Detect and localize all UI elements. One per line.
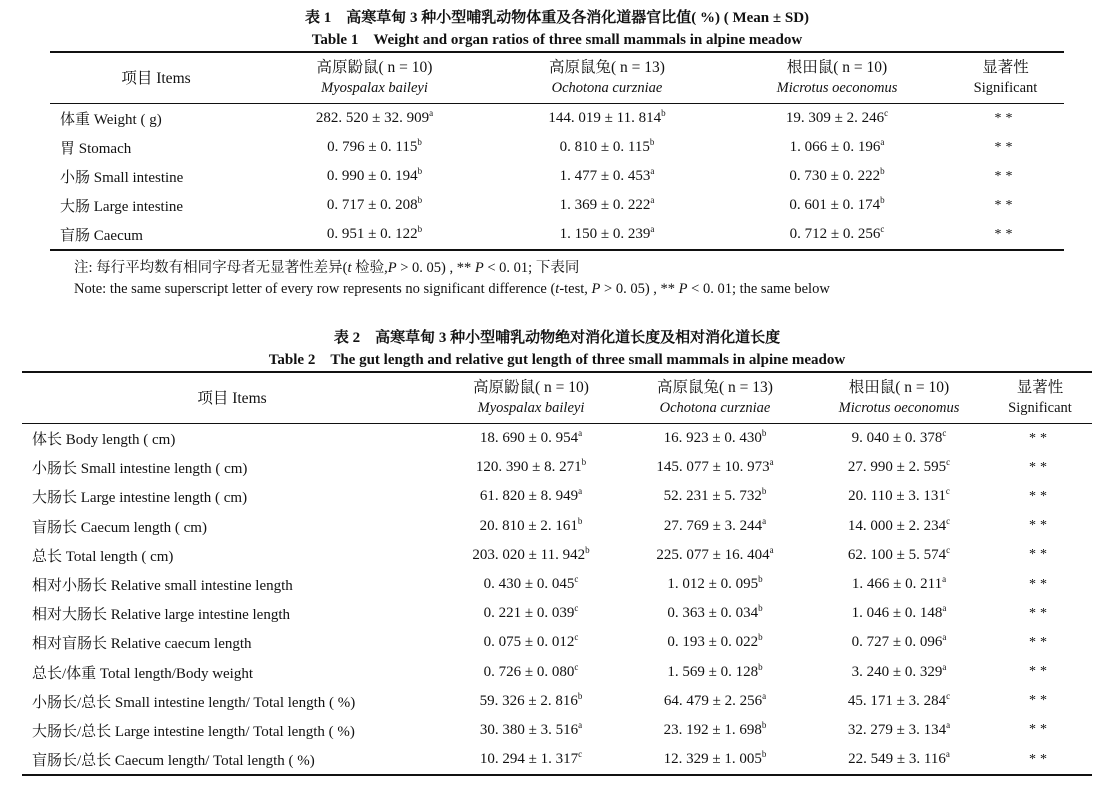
mean-sd-value: 12. 329 ± 1. 005	[663, 751, 762, 768]
mean-sd-value: 27. 769 ± 3. 244	[663, 517, 763, 534]
value-cell-sp3	[810, 541, 988, 570]
significance-letter: b	[758, 574, 763, 585]
mean-sd-value: 0. 075 ± 0. 012	[483, 634, 575, 651]
value-cell-sp2	[487, 220, 727, 250]
significance-letter: b	[417, 137, 422, 147]
table-row	[22, 745, 1092, 775]
table-row	[22, 424, 1092, 454]
value-cell-sp1	[442, 658, 620, 687]
significance-letter: c	[946, 457, 951, 468]
value-cell-sp1	[442, 482, 620, 511]
significance-marker: **	[1029, 430, 1051, 446]
value-cell-sp3	[727, 104, 947, 134]
significance-marker: **	[1029, 459, 1051, 475]
significance-marker: **	[1029, 693, 1051, 709]
note-en-part: Note: the same superscript letter of every row represents no significant difference (	[74, 281, 556, 297]
table-row	[50, 191, 1064, 220]
sp2-name-en: Ochotona curzniae	[659, 400, 771, 416]
table-row	[50, 104, 1064, 134]
note-en-part: < 0. 01; the same below	[687, 281, 830, 297]
significance-letter: b	[417, 166, 423, 176]
significance-letter: a	[880, 137, 885, 147]
value-cell-sp2	[487, 191, 727, 220]
sp3-name-zh: 根田鼠( n = 10)	[848, 379, 950, 396]
significance-letter: a	[578, 719, 583, 730]
row-label: 相对大肠长 Relative large intestine length	[32, 607, 291, 624]
significance-letter: b	[417, 224, 423, 234]
mean-sd-value: 0. 601 ± 0. 174	[789, 197, 881, 213]
mean-sd-value: 0. 717 ± 0. 208	[326, 197, 418, 213]
value-cell-sp2	[620, 482, 810, 511]
mean-sd-value: 1. 066 ± 0. 196	[789, 139, 881, 155]
table1-title-zh: 表 1 高寒草甸 3 种小型哺乳动物体重及各消化道器官比值( %) ( Mean ± SD)	[304, 10, 810, 26]
value-cell-sp3	[810, 512, 988, 541]
significance-letter: b	[577, 690, 583, 701]
significance-letter: c	[942, 428, 947, 439]
sp2-name-zh: 高原鼠兔( n = 13)	[549, 59, 665, 76]
value-cell-sp2	[620, 512, 810, 541]
significance-letter: c	[578, 749, 583, 760]
value-cell-sp3	[810, 687, 988, 716]
value-cell-sp1	[262, 104, 487, 134]
table1-header-sig	[947, 52, 1064, 104]
sp1-name-zh: 高原鼢鼠( n = 10)	[316, 59, 433, 76]
value-cell-sp1	[262, 133, 487, 162]
table1-header-sp2	[487, 52, 727, 104]
significance-letter: c	[574, 603, 579, 614]
mean-sd-value: 0. 796 ± 0. 115	[327, 139, 418, 155]
value-cell-sp1	[442, 424, 620, 454]
table2-title-en: Table 2 The gut length and relative gut length of three small mammals in alpine meadow	[268, 352, 846, 368]
significance-letter: c	[884, 108, 889, 118]
significance-letter: a	[650, 166, 655, 176]
significance-letter: c	[946, 690, 951, 701]
value-cell-sp3	[727, 220, 947, 250]
significance-marker: **	[1029, 664, 1051, 680]
significance-marker: **	[1029, 605, 1051, 621]
significance-letter: a	[762, 515, 767, 526]
significance-letter: a	[429, 108, 434, 118]
significance-letter: a	[942, 574, 947, 585]
significance-marker: **	[994, 168, 1017, 184]
value-cell-sp1	[442, 599, 620, 628]
significance-marker: **	[1029, 518, 1051, 534]
table1-header-sp1	[262, 52, 487, 104]
mean-sd-value: 20. 110 ± 3. 131	[848, 488, 946, 505]
row-label: 总长 Total length ( cm)	[32, 548, 174, 565]
row-label: 小肠 Small intestine	[60, 170, 184, 186]
sp1-name-en: Myospalax baileyi	[477, 400, 585, 416]
row-label: 盲肠长 Caecum length ( cm)	[32, 519, 207, 536]
note-en-part: -test,	[559, 281, 592, 297]
sig-label-en: Significant	[1008, 400, 1072, 416]
significance-marker: **	[994, 110, 1017, 126]
significance-letter: b	[880, 195, 885, 205]
value-cell-sp1	[442, 570, 620, 599]
significance-marker: **	[994, 226, 1017, 242]
note-en-t: t	[555, 281, 560, 297]
significance-letter: a	[578, 428, 583, 439]
value-cell-sp2	[620, 453, 810, 482]
mean-sd-value: 282. 520 ± 32. 909	[315, 110, 430, 126]
value-cell-sp2	[620, 570, 810, 599]
mean-sd-value: 52. 231 ± 5. 732	[663, 488, 762, 505]
table-row	[22, 482, 1092, 511]
mean-sd-value: 3. 240 ± 0. 329	[851, 663, 943, 680]
row-label: 大肠长/总长 Large intestine length/ Total length ( %)	[32, 723, 355, 740]
table2	[22, 371, 1092, 776]
table1-header-items: 项目 Items	[121, 69, 191, 87]
value-cell-sp3	[727, 191, 947, 220]
row-label: 胃 Stomach	[60, 141, 132, 157]
significance-marker: **	[994, 197, 1017, 213]
table1	[50, 51, 1064, 251]
sp2-name-en: Ochotona curzniae	[551, 80, 663, 96]
row-label: 小肠长 Small intestine length ( cm)	[32, 461, 248, 478]
value-cell-sp3	[727, 133, 947, 162]
significance-marker: **	[1029, 722, 1051, 738]
significance-letter: b	[758, 661, 763, 672]
mean-sd-value: 1. 012 ± 0. 095	[667, 576, 759, 593]
mean-sd-value: 9. 040 ± 0. 378	[851, 430, 943, 447]
mean-sd-value: 19. 309 ± 2. 246	[785, 110, 885, 126]
mean-sd-value: 120. 390 ± 8. 271	[475, 459, 582, 476]
table1-body	[50, 104, 1064, 251]
value-cell-sp2	[487, 104, 727, 134]
significance-letter: a	[650, 195, 655, 205]
sig-label-zh: 显著性	[1016, 379, 1064, 396]
value-cell-sp1	[442, 628, 620, 657]
row-label: 体重 Weight ( g)	[60, 112, 162, 128]
significance-letter: a	[578, 486, 583, 497]
mean-sd-value: 0. 727 ± 0. 096	[851, 634, 943, 651]
value-cell-sp2	[620, 541, 810, 570]
table-row	[22, 599, 1092, 628]
value-cell-sp1	[442, 541, 620, 570]
table2-header-row	[22, 372, 1092, 424]
mean-sd-value: 1. 369 ± 0. 222	[559, 197, 651, 213]
value-cell-sp3	[810, 716, 988, 745]
mean-sd-value: 0. 730 ± 0. 222	[789, 168, 881, 184]
row-label: 大肠长 Large intestine length ( cm)	[32, 490, 248, 507]
table-row	[22, 541, 1092, 570]
significance-marker: **	[994, 139, 1017, 155]
mean-sd-value: 18. 690 ± 0. 954	[479, 430, 579, 447]
significance-letter: b	[761, 486, 767, 497]
table-row	[22, 687, 1092, 716]
significance-letter: b	[581, 457, 587, 468]
table-row	[50, 133, 1064, 162]
mean-sd-value: 30. 380 ± 3. 516	[479, 721, 579, 738]
significance-letter: a	[762, 690, 767, 701]
table-row	[50, 220, 1064, 250]
significance-marker: **	[1029, 547, 1051, 563]
value-cell-sp2	[620, 599, 810, 628]
mean-sd-value: 14. 000 ± 2. 234	[847, 517, 947, 534]
value-cell-sp2	[620, 687, 810, 716]
mean-sd-value: 0. 990 ± 0. 194	[326, 168, 418, 184]
sp3-name-zh: 根田鼠( n = 10)	[786, 59, 888, 76]
table-row	[22, 453, 1092, 482]
significance-letter: b	[661, 108, 666, 118]
table2-body	[22, 424, 1092, 776]
note-en-p: P	[591, 281, 601, 297]
mean-sd-value: 64. 479 ± 2. 256	[663, 692, 763, 709]
table-row	[22, 658, 1092, 687]
value-cell-sp1	[262, 220, 487, 250]
value-cell-sp1	[262, 162, 487, 191]
mean-sd-value: 10. 294 ± 1. 317	[479, 751, 579, 768]
value-cell-sp2	[487, 162, 727, 191]
significance-letter: b	[761, 428, 767, 439]
table2-header-sp2	[620, 372, 810, 424]
significance-letter: a	[769, 544, 774, 555]
sig-label-en: Significant	[973, 80, 1038, 96]
mean-sd-value: 225. 077 ± 16. 404	[656, 546, 770, 563]
significance-letter: c	[945, 486, 950, 497]
value-cell-sp3	[810, 482, 988, 511]
significance-letter: b	[577, 515, 583, 526]
mean-sd-value: 0. 193 ± 0. 022	[667, 634, 759, 651]
table2-header-items: 项目 Items	[197, 389, 267, 407]
note-zh-p: P	[387, 260, 397, 276]
mean-sd-value: 22. 549 ± 3. 116	[848, 751, 946, 768]
value-cell-sp2	[620, 424, 810, 454]
mean-sd-value: 59. 326 ± 2. 816	[479, 692, 578, 709]
table2-title-zh: 表 2 高寒草甸 3 种小型哺乳动物绝对消化道长度及相对消化道长度	[333, 330, 781, 346]
significance-letter: b	[585, 544, 590, 555]
note-zh-part: < 0. 01; 下表同	[483, 260, 580, 276]
significance-letter: b	[649, 137, 655, 147]
sp1-name-zh: 高原鼢鼠( n = 10)	[473, 379, 589, 396]
table1-header-sp3	[727, 52, 947, 104]
value-cell-sp1	[442, 716, 620, 745]
sp1-name-en: Myospalax baileyi	[321, 80, 428, 96]
significance-marker: **	[1029, 634, 1051, 650]
note-zh-part: 检验,	[351, 260, 388, 276]
mean-sd-value: 61. 820 ± 8. 949	[479, 488, 579, 505]
value-cell-sp3	[810, 599, 988, 628]
note-en-p: P	[678, 281, 688, 297]
value-cell-sp3	[810, 745, 988, 775]
significance-letter: a	[942, 603, 947, 614]
row-label: 相对盲肠长 Relative caecum length	[32, 636, 252, 653]
table2-header-sig	[988, 372, 1092, 424]
significance-letter: b	[758, 632, 763, 643]
mean-sd-value: 0. 951 ± 0. 122	[326, 226, 418, 242]
mean-sd-value: 1. 046 ± 0. 148	[851, 605, 943, 622]
value-cell-sp3	[810, 658, 988, 687]
table-row	[22, 628, 1092, 657]
significance-letter: c	[574, 574, 579, 585]
significance-letter: a	[650, 224, 655, 234]
mean-sd-value: 0. 810 ± 0. 115	[559, 139, 650, 155]
value-cell-sp1	[442, 687, 620, 716]
note-zh-p: P	[474, 260, 484, 276]
significance-marker: **	[1029, 488, 1051, 504]
note-zh-part: > 0. 05) , **	[396, 260, 475, 276]
mean-sd-value: 1. 477 ± 0. 453	[559, 168, 651, 184]
sp3-name-en: Microtus oeconomus	[776, 80, 898, 96]
sp2-name-zh: 高原鼠兔( n = 13)	[657, 379, 773, 396]
significance-letter: b	[761, 719, 767, 730]
significance-letter: c	[574, 661, 579, 672]
table2-header-sp1	[442, 372, 620, 424]
row-label: 总长/体重 Total length/Body weight	[32, 665, 254, 682]
significance-marker: **	[1029, 751, 1051, 767]
table-row	[22, 716, 1092, 745]
significance-letter: c	[880, 224, 885, 234]
mean-sd-value: 45. 171 ± 3. 284	[847, 692, 947, 709]
mean-sd-value: 0. 712 ± 0. 256	[789, 226, 881, 242]
value-cell-sp3	[727, 162, 947, 191]
table1-note-en	[74, 281, 830, 298]
mean-sd-value: 23. 192 ± 1. 698	[663, 721, 762, 738]
table-row	[22, 570, 1092, 599]
significance-letter: c	[946, 544, 951, 555]
significance-letter: b	[761, 749, 767, 760]
row-label: 盲肠长/总长 Caecum length/ Total length ( %)	[32, 753, 315, 770]
mean-sd-value: 203. 020 ± 11. 942	[472, 546, 586, 563]
significance-letter: a	[945, 749, 950, 760]
significance-letter: b	[758, 603, 763, 614]
value-cell-sp3	[810, 628, 988, 657]
value-cell-sp2	[620, 628, 810, 657]
mean-sd-value: 0. 363 ± 0. 034	[667, 605, 759, 622]
value-cell-sp1	[442, 745, 620, 775]
significance-letter: c	[946, 515, 951, 526]
value-cell-sp2	[620, 716, 810, 745]
note-zh-part: 注: 每行平均数有相同字母者无显著性差异(	[74, 260, 348, 276]
mean-sd-value: 62. 100 ± 5. 574	[847, 546, 947, 563]
mean-sd-value: 145. 077 ± 10. 973	[656, 459, 770, 476]
mean-sd-value: 16. 923 ± 0. 430	[663, 430, 762, 447]
sp3-name-en: Microtus oeconomus	[838, 400, 960, 416]
table1-header-row	[50, 52, 1064, 104]
significance-letter: a	[946, 719, 951, 730]
mean-sd-value: 0. 221 ± 0. 039	[483, 605, 575, 622]
value-cell-sp1	[262, 191, 487, 220]
row-label: 相对小肠长 Relative small intestine length	[32, 578, 293, 595]
row-label: 盲肠 Caecum	[60, 228, 143, 244]
significance-letter: a	[942, 661, 947, 672]
row-label: 体长 Body length ( cm)	[32, 432, 176, 449]
table2-header-sp3	[810, 372, 988, 424]
mean-sd-value: 0. 726 ± 0. 080	[483, 663, 575, 680]
value-cell-sp1	[442, 453, 620, 482]
note-en-part: > 0. 05) , **	[600, 281, 679, 297]
value-cell-sp3	[810, 424, 988, 454]
table1-title-en: Table 1 Weight and organ ratios of three small mammals in alpine meadow	[311, 32, 803, 48]
mean-sd-value: 144. 019 ± 11. 814	[548, 110, 662, 126]
significance-letter: b	[880, 166, 885, 176]
mean-sd-value: 20. 810 ± 2. 161	[479, 517, 578, 534]
value-cell-sp3	[810, 453, 988, 482]
mean-sd-value: 32. 279 ± 3. 134	[847, 721, 947, 738]
table1-note-zh	[74, 256, 579, 277]
value-cell-sp2	[487, 133, 727, 162]
significance-marker: **	[1029, 576, 1051, 592]
note-zh-t: t	[347, 260, 352, 276]
significance-letter: b	[417, 195, 423, 205]
value-cell-sp2	[620, 658, 810, 687]
mean-sd-value: 1. 466 ± 0. 211	[851, 576, 943, 593]
row-label: 大肠 Large intestine	[60, 199, 184, 215]
mean-sd-value: 0. 430 ± 0. 045	[483, 576, 575, 593]
significance-letter: a	[769, 457, 774, 468]
table-row	[50, 162, 1064, 191]
row-label: 小肠长/总长 Small intestine length/ Total length ( %)	[32, 694, 356, 711]
mean-sd-value: 1. 569 ± 0. 128	[667, 663, 759, 680]
sig-label-zh: 显著性	[982, 59, 1029, 76]
mean-sd-value: 27. 990 ± 2. 595	[847, 459, 947, 476]
value-cell-sp3	[810, 570, 988, 599]
value-cell-sp2	[620, 745, 810, 775]
mean-sd-value: 1. 150 ± 0. 239	[559, 226, 651, 242]
significance-letter: c	[574, 632, 579, 643]
significance-letter: a	[942, 632, 947, 643]
value-cell-sp1	[442, 512, 620, 541]
table-row	[22, 512, 1092, 541]
